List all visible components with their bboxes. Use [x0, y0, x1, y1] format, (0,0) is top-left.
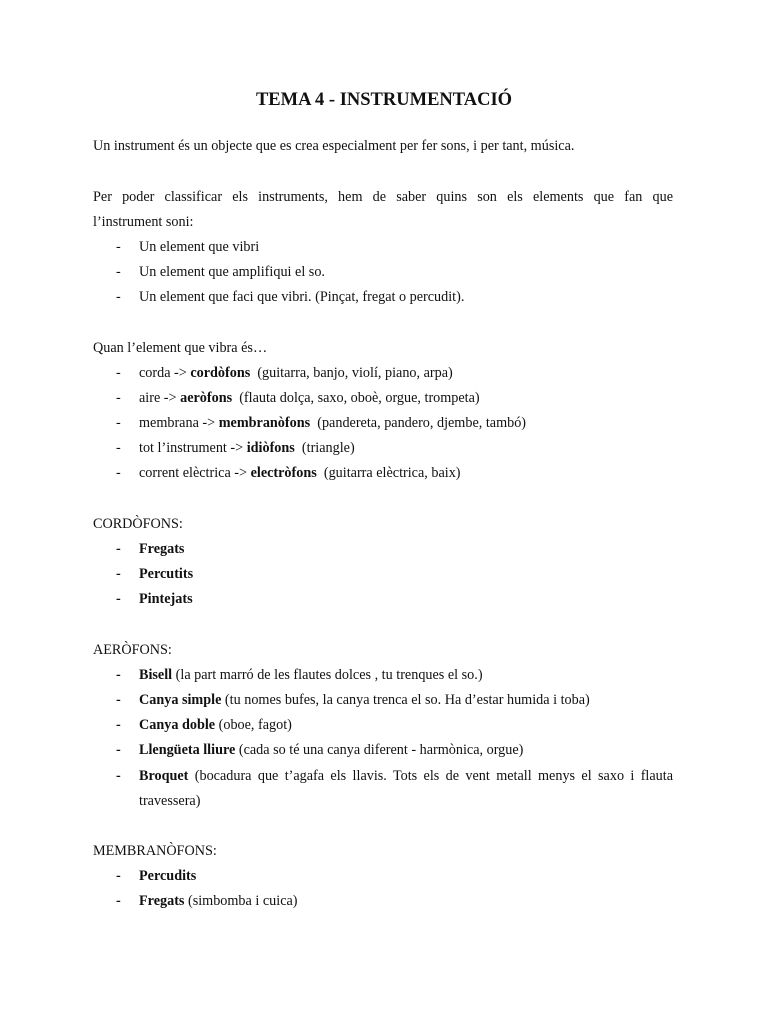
list-item-text: Llengüeta lliure (cada so té una canya diferent - harmònica, orgue) — [139, 742, 524, 758]
dash-bullet: - — [116, 692, 121, 708]
dash-bullet: - — [116, 566, 121, 582]
list-item-text: aire -> aeròfons (flauta dolça, saxo, oboè, orgue, trompeta) — [139, 390, 480, 406]
list-item-text: Un element que faci que vibri. (Pinçat, fregat o percudit). — [139, 289, 465, 305]
term: Percudits — [139, 868, 197, 884]
list-item-text: membrana -> membranòfons (pandereta, pandero, djembe, tambó) — [139, 415, 527, 431]
classify-line-1: Per poder classificar els instruments, hem de saber quins son els elements que fan que — [93, 189, 673, 205]
dash-bullet: - — [116, 893, 121, 909]
term: Broquet — [139, 768, 189, 784]
term: Canya doble — [139, 717, 216, 733]
list-item-text: Un element que amplifiqui el so. — [139, 264, 325, 280]
dash-bullet: - — [116, 465, 121, 481]
dash-bullet: - — [116, 742, 121, 758]
list-item-text: Percutits — [139, 566, 194, 582]
term: Canya simple — [139, 692, 222, 708]
term: idiòfons — [246, 440, 295, 456]
term: electròfons — [250, 465, 317, 481]
list-item-text: corda -> cordòfons (guitarra, banjo, violí, piano, arpa) — [139, 365, 453, 381]
term: Fregats — [139, 893, 185, 909]
dash-bullet: - — [116, 768, 121, 784]
section-heading-aerofons: AERÒFONS: — [93, 642, 172, 658]
dash-bullet: - — [116, 591, 121, 607]
list-item-text: tot l’instrument -> idiòfons (triangle) — [139, 440, 355, 456]
dash-bullet: - — [116, 415, 121, 431]
dash-bullet: - — [116, 264, 121, 280]
list-item-text: Broquet (bocadura que t’agafa els llavis. Tots els de vent metall menys el saxo i flauta travessera) — [139, 768, 673, 810]
section-heading-cordofons: CORDÒFONS: — [93, 516, 183, 532]
classify-line-2: l’instrument soni: — [93, 214, 194, 230]
dash-bullet: - — [116, 440, 121, 456]
dash-bullet: - — [116, 239, 121, 255]
dash-bullet: - — [116, 289, 121, 305]
dash-bullet: - — [116, 868, 121, 884]
dash-bullet: - — [116, 365, 121, 381]
term: aeròfons — [180, 390, 233, 406]
term: cordòfons — [190, 365, 251, 381]
list-item-text: Canya doble (oboe, fagot) — [139, 717, 292, 733]
list-item-text — [139, 864, 673, 889]
term: Llengüeta lliure — [139, 742, 236, 758]
list-item-text: Fregats (simbomba i cuica) — [139, 893, 298, 909]
list-item-text: Canya simple (tu nomes bufes, la canya trenca el so. Ha d’estar humida i toba) — [139, 692, 590, 708]
intro-paragraph: Un instrument és un objecte que es crea especialment per fer sons, i per tant, música. — [93, 138, 575, 154]
section-heading-membranofons: MEMBRANÒFONS: — [93, 843, 217, 859]
dash-bullet: - — [116, 390, 121, 406]
list-item-text: corrent elèctrica -> electròfons (guitarra elèctrica, baix) — [139, 465, 461, 481]
vibra-heading: Quan l’element que vibra és… — [93, 340, 268, 356]
page-title: TEMA 4 - INSTRUMENTACIÓ — [255, 90, 513, 110]
list-item-text: Un element que vibri — [139, 239, 260, 255]
list-item-text: Fregats — [139, 541, 185, 557]
dash-bullet: - — [116, 667, 121, 683]
dash-bullet: - — [116, 717, 121, 733]
list-item-text: Pintejats — [139, 591, 193, 607]
dash-bullet: - — [116, 541, 121, 557]
term: membranòfons — [218, 415, 311, 431]
list-item-text: Bisell (la part marró de les flautes dolces , tu trenques el so.) — [139, 667, 483, 683]
term: Bisell — [139, 667, 173, 683]
